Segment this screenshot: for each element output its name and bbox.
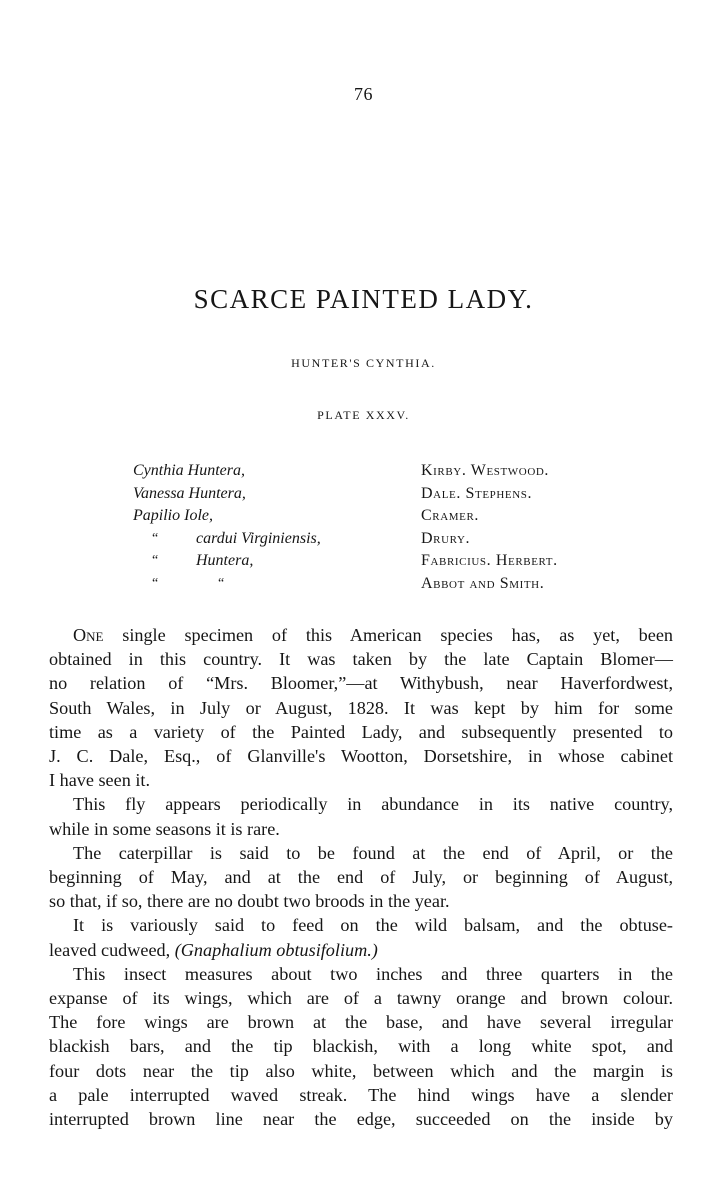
text-line: blackish bars, and the tip blackish, with a long white spot, and — [49, 1036, 673, 1057]
text-line: J. C. Dale, Esq., of Glanville's Wootton, Dorsetshire, in whose cabinet — [49, 746, 673, 767]
text-line: obtained in this country. It was taken by the late Captain Blomer— — [49, 649, 673, 670]
subtitle — [0, 356, 727, 371]
text-line: This insect measures about two inches and three quarters in the — [73, 963, 673, 984]
synonym-name: Vanessa Huntera, — [133, 484, 246, 502]
plate-label — [0, 408, 727, 423]
text-line: four dots near the tip also white, between which and the margin is — [49, 1060, 673, 1081]
text-line — [49, 623, 673, 647]
text-line: This fly appears periodically in abundance in its native country, — [73, 794, 673, 815]
plate-text: PLATE XXXV. — [317, 408, 410, 422]
text-line-content: leaved cudweed, — [49, 939, 175, 960]
page-number: 76 — [354, 84, 373, 104]
ditto-mark: “ — [152, 575, 159, 591]
synonym-row — [0, 550, 727, 573]
text-line: time as a variety of the Painted Lady, and subsequently presented to — [49, 721, 673, 742]
synonym-name: Papilio Iole, — [133, 507, 213, 525]
ditto-mark: “ — [152, 553, 159, 569]
text-line: The fore wings are brown at the base, and have several irregular — [49, 1012, 673, 1033]
synonym-authority: Kirby. Westwood. — [421, 462, 550, 479]
synonym-authority: Abbot and Smith. — [421, 574, 545, 592]
text-line: The caterpillar is said to be found at the end of April, or the — [73, 842, 673, 863]
synonym-name: Cynthia Huntera, — [133, 462, 245, 479]
drop-word: One — [73, 625, 104, 645]
synonym-name: Huntera, — [196, 552, 254, 570]
synonym-row — [0, 573, 727, 596]
ditto-mark: “ — [218, 575, 225, 591]
synonym-row — [0, 460, 727, 483]
text-line: beginning of May, and at the end of July, or beginning of August, — [49, 867, 673, 888]
body-text — [49, 623, 673, 1131]
text-line: expanse of its wings, which are of a tawny orange and brown colour. — [49, 988, 673, 1009]
synonym-row — [0, 483, 727, 506]
page-title: SCARCE PAINTED LADY. — [193, 284, 534, 314]
text-line — [49, 938, 673, 962]
ditto-mark: “ — [152, 530, 159, 546]
synonymy-list — [0, 460, 727, 596]
synonym-authority: Fabricius. Herbert. — [421, 552, 558, 570]
synonym-name: cardui Virginiensis, — [196, 529, 321, 547]
text-line: while in some seasons it is rare. — [49, 818, 280, 839]
text-line-content: single specimen of this American species has, as yet, been — [103, 625, 673, 645]
synonym-authority: Cramer. — [421, 507, 479, 525]
species-name: (Gnaphalium obtusifolium.) — [174, 939, 378, 960]
text-line: no relation of “Mrs. Bloomer,”—at Withybush, near Haverfordwest, — [49, 673, 673, 694]
text-line: I have seen it. — [49, 770, 150, 791]
text-line: South Wales, in July or August, 1828. It was kept by him for some — [49, 697, 673, 718]
text-line: It is variously said to feed on the wild balsam, and the obtuse- — [73, 915, 673, 936]
synonym-row — [0, 528, 727, 551]
text-line: interrupted brown line near the edge, succeeded on the inside by — [49, 1109, 673, 1130]
synonym-authority: Drury. — [421, 529, 471, 547]
synonym-row — [0, 505, 727, 528]
subtitle-text: HUNTER'S CYNTHIA. — [291, 356, 436, 370]
synonym-authority: Dale. Stephens. — [421, 484, 533, 502]
text-line: a pale interrupted waved streak. The hind wings have a slender — [49, 1084, 673, 1105]
text-line: so that, if so, there are no doubt two broods in the year. — [49, 891, 450, 912]
